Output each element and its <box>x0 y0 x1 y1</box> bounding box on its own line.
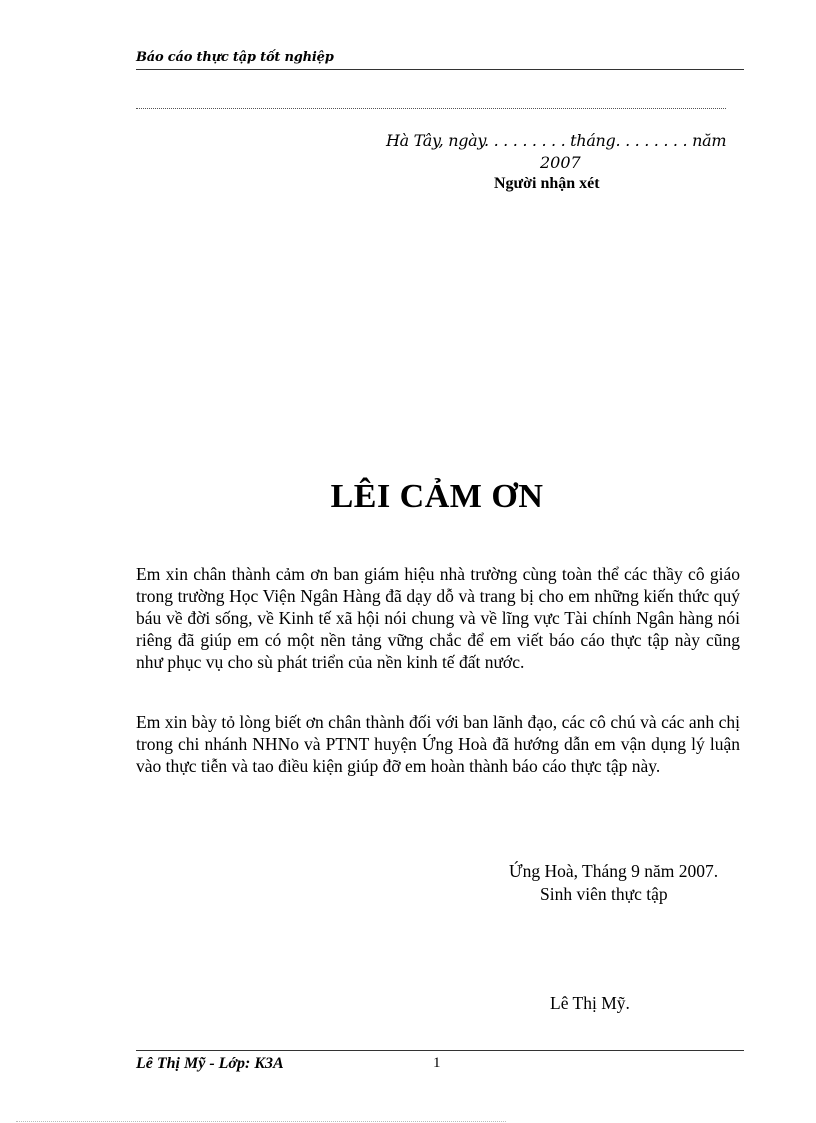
signature-place-date: Ứng Hoà, Tháng 9 năm 2007. <box>509 861 719 881</box>
signature-role: Sinh viên thực tập <box>540 884 668 904</box>
page-edge-dotted-line <box>16 1121 506 1122</box>
review-date-year: 2007 <box>540 153 581 172</box>
footer-author: Lê Thị Mỹ - Lớp: K3A <box>136 1055 284 1072</box>
signature-name: Lê Thị Mỹ. <box>550 993 630 1013</box>
page-title: LÊI CẢM ƠN <box>330 478 544 515</box>
review-dotted-line <box>136 108 726 109</box>
page-header-title: Báo cáo thực tập tốt nghiệp <box>136 50 334 65</box>
reviewer-label: Người nhận xét <box>494 175 600 192</box>
header-divider <box>136 69 744 70</box>
paragraph-2: Em xin bày tỏ lòng biết ơn chân thành đối với ban lãnh đạo, các cô chú và các anh chị trong chi nhánh NHNo và PTNT huyện Ứng Hoà đã hướng dẫn em vận dụng lý luận vào thực tiễn và tao điều kiện giúp đỡ em hoàn thành báo cáo thực tập này. <box>136 712 740 776</box>
review-date-line: Hà Tây, ngày. . . . . . . . . tháng. . . . . . . . năm <box>386 131 727 150</box>
paragraph-1: Em xin chân thành cảm ơn ban giám hiệu nhà trường cùng toàn thể các thầy cô giáo trong trường Học Viện Ngân Hàng đã dạy dỗ và trang bị cho em những kiến thức quý báu về đời sống, về Kinh tế xã hội nói chung và về lĩng vực Tài chính Ngân hàng nói riêng đã giúp em có một nền tảng vững chắc để em viết báo cáo thực tập này cũng như phục vụ cho sù phát triển của nền kinh tế đất nước. <box>136 564 740 672</box>
page-number: 1 <box>433 1055 441 1071</box>
footer-divider <box>136 1050 744 1051</box>
